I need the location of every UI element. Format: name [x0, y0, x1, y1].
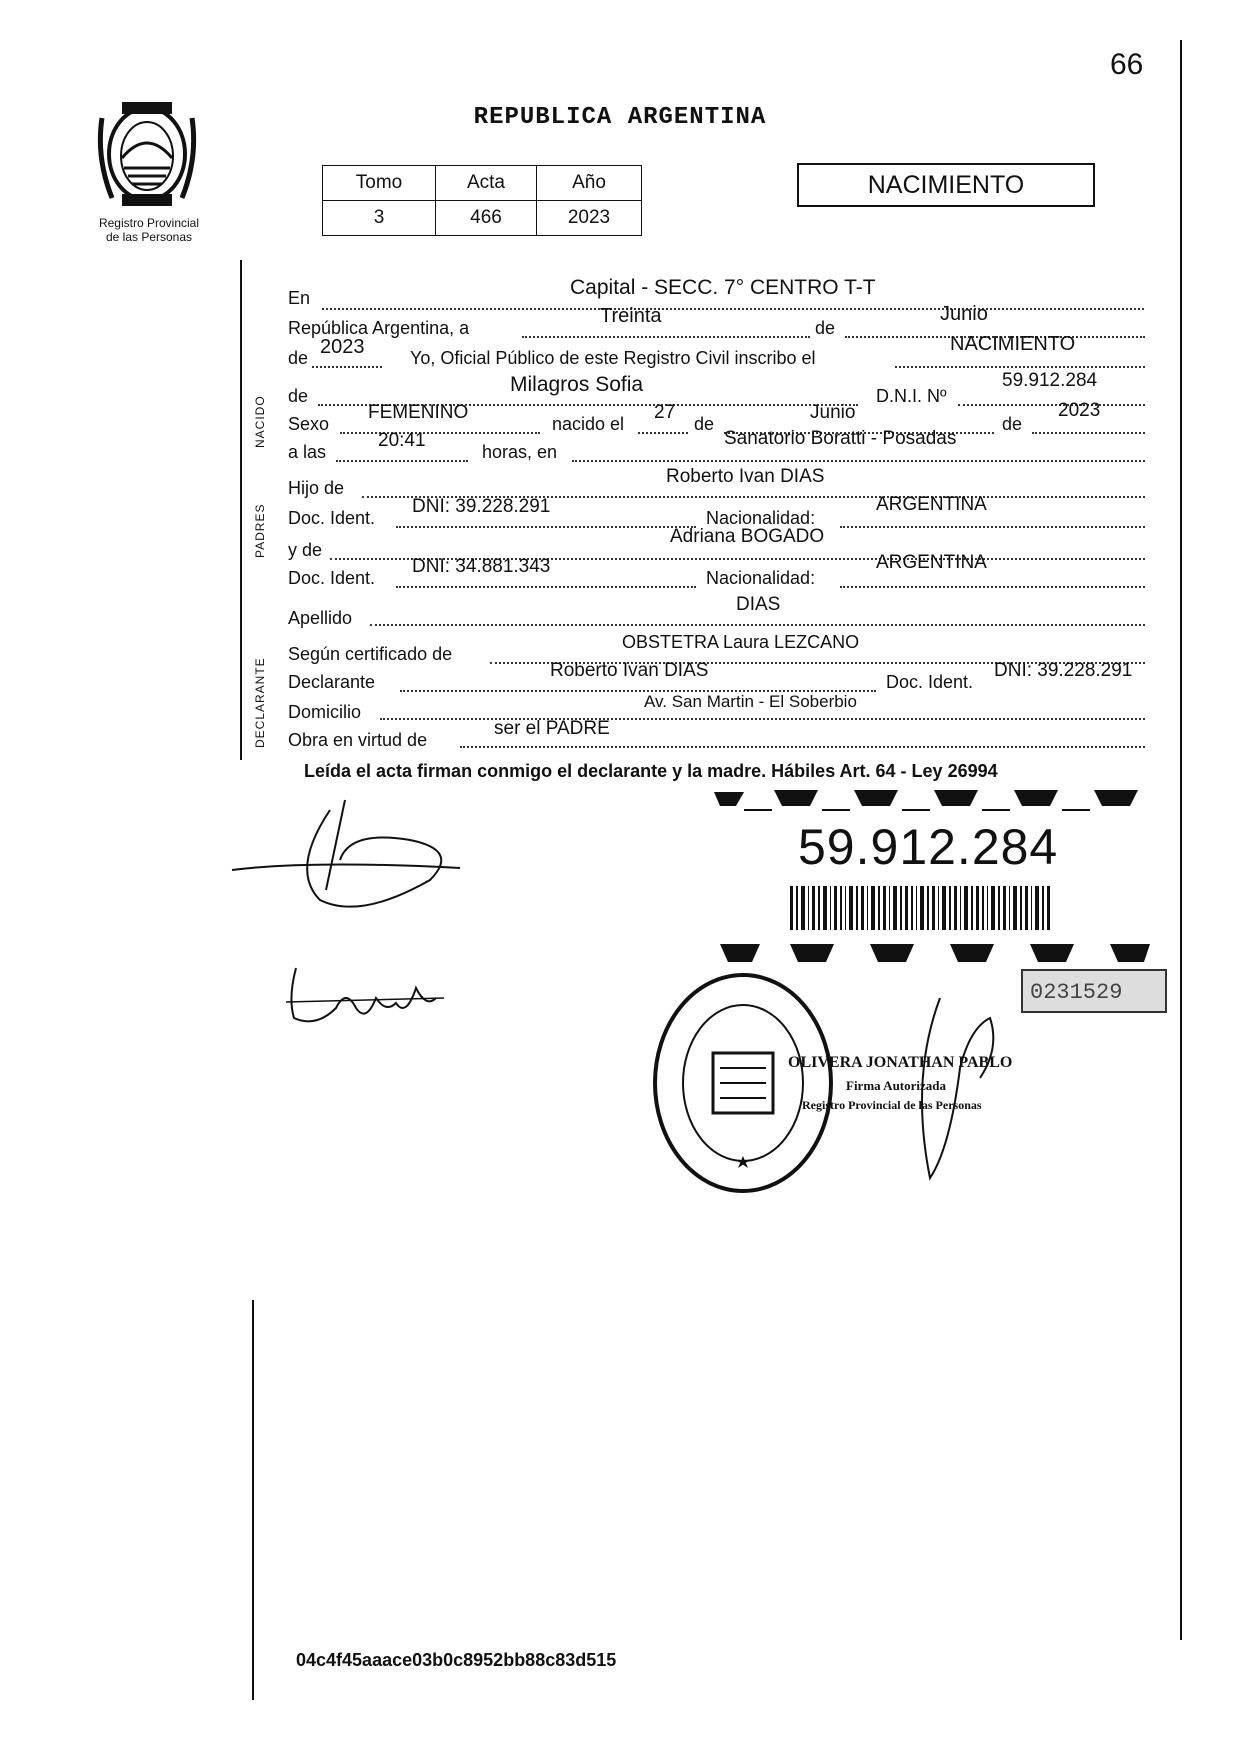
capacity-value: ser el PADRE: [494, 718, 610, 739]
dotted-line: [336, 460, 468, 462]
registration-type-value: NACIMIENTO: [950, 333, 1076, 355]
father-name-value: Roberto Ivan DIAS: [666, 466, 825, 487]
logo-caption-line-2: de las Personas: [105, 230, 193, 244]
birth-year-value: 2023: [1058, 400, 1101, 421]
address-value: Av. San Martin - El Soberbio: [644, 692, 857, 711]
de-label: de: [288, 386, 309, 406]
en-label: En: [288, 288, 311, 308]
sexo-label: Sexo: [288, 414, 330, 434]
authority-office: Registro Provincial de las Personas: [802, 1098, 982, 1112]
inscribo-label: Yo, Oficial Público de este Registro Civil inscribo el: [410, 348, 816, 368]
form-row-republica: [288, 318, 469, 339]
anio-header: Año: [537, 166, 642, 201]
security-pattern-band: [714, 784, 1160, 814]
y-de-label: y de: [288, 540, 323, 560]
child-name-value: Milagros Sofia: [510, 373, 644, 396]
doc-ident-label: Doc. Ident.: [886, 672, 974, 692]
mother-nationality-value: ARGENTINA: [876, 552, 987, 573]
republica-label: República Argentina, a: [288, 318, 470, 338]
left-margin-line: [240, 260, 242, 760]
father-nationality-value: ARGENTINA: [876, 494, 987, 515]
certificate-value: OBSTETRA Laura LEZCANO: [622, 632, 860, 652]
declarante-label: Declarante: [288, 672, 376, 692]
tomo-value: 3: [323, 201, 436, 236]
anio-value: 2023: [537, 201, 642, 236]
dni-large-number: 59.912.284: [798, 819, 1059, 875]
doc-ident-label: Doc. Ident.: [288, 508, 376, 528]
form-row-inscribo: [288, 348, 308, 369]
document-hash: 04c4f45aaace03b0c8952bb88c83d515: [296, 1650, 617, 1670]
declarant-name-value: Roberto Ivan DIAS: [550, 660, 709, 681]
mother-doc-value: DNI: 34.881.343: [412, 556, 551, 577]
record-type-box: NACIMIENTO: [797, 163, 1095, 207]
dotted-line: [840, 526, 1145, 528]
mother-name-value: Adriana BOGADO: [670, 526, 825, 547]
de-label: de: [815, 318, 836, 338]
serial-stamp-number: 0231529: [1030, 980, 1123, 1005]
declarant-doc-value: DNI: 39.228.291: [994, 660, 1133, 681]
father-doc-value: DNI: 39.228.291: [412, 496, 551, 517]
dotted-line: [638, 432, 688, 434]
authority-role: Firma Autorizada: [846, 1078, 947, 1093]
authority-name: OLIVERA JONATHAN PABLO: [788, 1054, 1013, 1071]
surname-value: DIAS: [736, 594, 781, 615]
day-text-value: Treinta: [600, 305, 662, 327]
page-number: 66: [1110, 48, 1144, 81]
horas-label: horas, en: [482, 442, 558, 462]
birth-place-value: Sanatorio Boratti - Posadas: [724, 428, 957, 449]
dotted-line: [460, 746, 1145, 748]
apellido-label: Apellido: [288, 608, 353, 628]
security-pattern-band-2: [720, 936, 1166, 970]
certificado-label: Según certificado de: [288, 644, 453, 664]
tomo-acta-anio-table: [322, 165, 642, 236]
a-las-label: a las: [288, 442, 327, 462]
closing-statement: Leída el acta firman conmigo el declarante y la madre. Hábiles Art. 64 - Ley 26994: [304, 761, 998, 781]
logo-caption: [78, 216, 220, 244]
month-value: Junio: [940, 303, 988, 325]
form-row-en: [288, 288, 310, 309]
nacionalidad-label: Nacionalidad:: [706, 568, 816, 588]
hijo-label: Hijo de: [288, 478, 345, 498]
dotted-line: [895, 366, 1145, 368]
birth-month-value: Junio: [810, 402, 856, 423]
dotted-line: [312, 366, 382, 368]
right-margin-line: [1180, 40, 1182, 1640]
dotted-line: [396, 586, 696, 588]
dni-label: D.N.I. Nº: [876, 386, 947, 406]
dotted-line: [958, 404, 1145, 406]
dotted-line: [340, 432, 540, 434]
acta-value: 466: [436, 201, 537, 236]
declarant-signature: [230, 790, 470, 920]
obra-label: Obra en virtud de: [288, 730, 428, 750]
left-margin-line-lower: [252, 1300, 254, 1700]
dotted-line: [1032, 432, 1145, 434]
nacido-label: nacido el: [552, 414, 625, 434]
side-label-nacido: NACIDO: [253, 395, 267, 448]
nacionalidad-label: Nacionalidad:: [706, 508, 816, 528]
act-year-value: 2023: [320, 336, 365, 358]
acta-header: Acta: [436, 166, 537, 201]
de-label: de: [288, 348, 309, 368]
official-registry-stamp: [648, 968, 838, 1198]
dni-barcode: [790, 886, 1052, 930]
dotted-line: [322, 308, 1144, 310]
dotted-line: [840, 586, 1145, 588]
doc-ident-label: Doc. Ident.: [288, 568, 376, 588]
page-title: REPUBLICA ARGENTINA: [473, 104, 767, 131]
birth-time-value: 20:41: [378, 430, 426, 451]
de-label: de: [694, 414, 715, 434]
dotted-line: [572, 460, 1145, 462]
de-label: de: [1002, 414, 1023, 434]
birth-day-value: 27: [654, 402, 676, 423]
side-label-declarante: DECLARANTE: [253, 657, 267, 748]
dotted-line: [370, 624, 1145, 626]
dotted-line: [522, 336, 810, 338]
side-label-padres: PADRES: [253, 503, 267, 558]
tomo-header: Tomo: [323, 166, 436, 201]
dotted-line: [396, 526, 696, 528]
domicilio-label: Domicilio: [288, 702, 362, 722]
child-dni-value: 59.912.284: [1002, 370, 1098, 391]
logo-caption-line-1: Registro Provincial: [98, 216, 200, 230]
sex-value: FEMENINO: [368, 402, 469, 423]
place-value: Capital - SECC. 7° CENTRO T-T: [570, 276, 876, 299]
mother-signature: [286, 958, 446, 1038]
